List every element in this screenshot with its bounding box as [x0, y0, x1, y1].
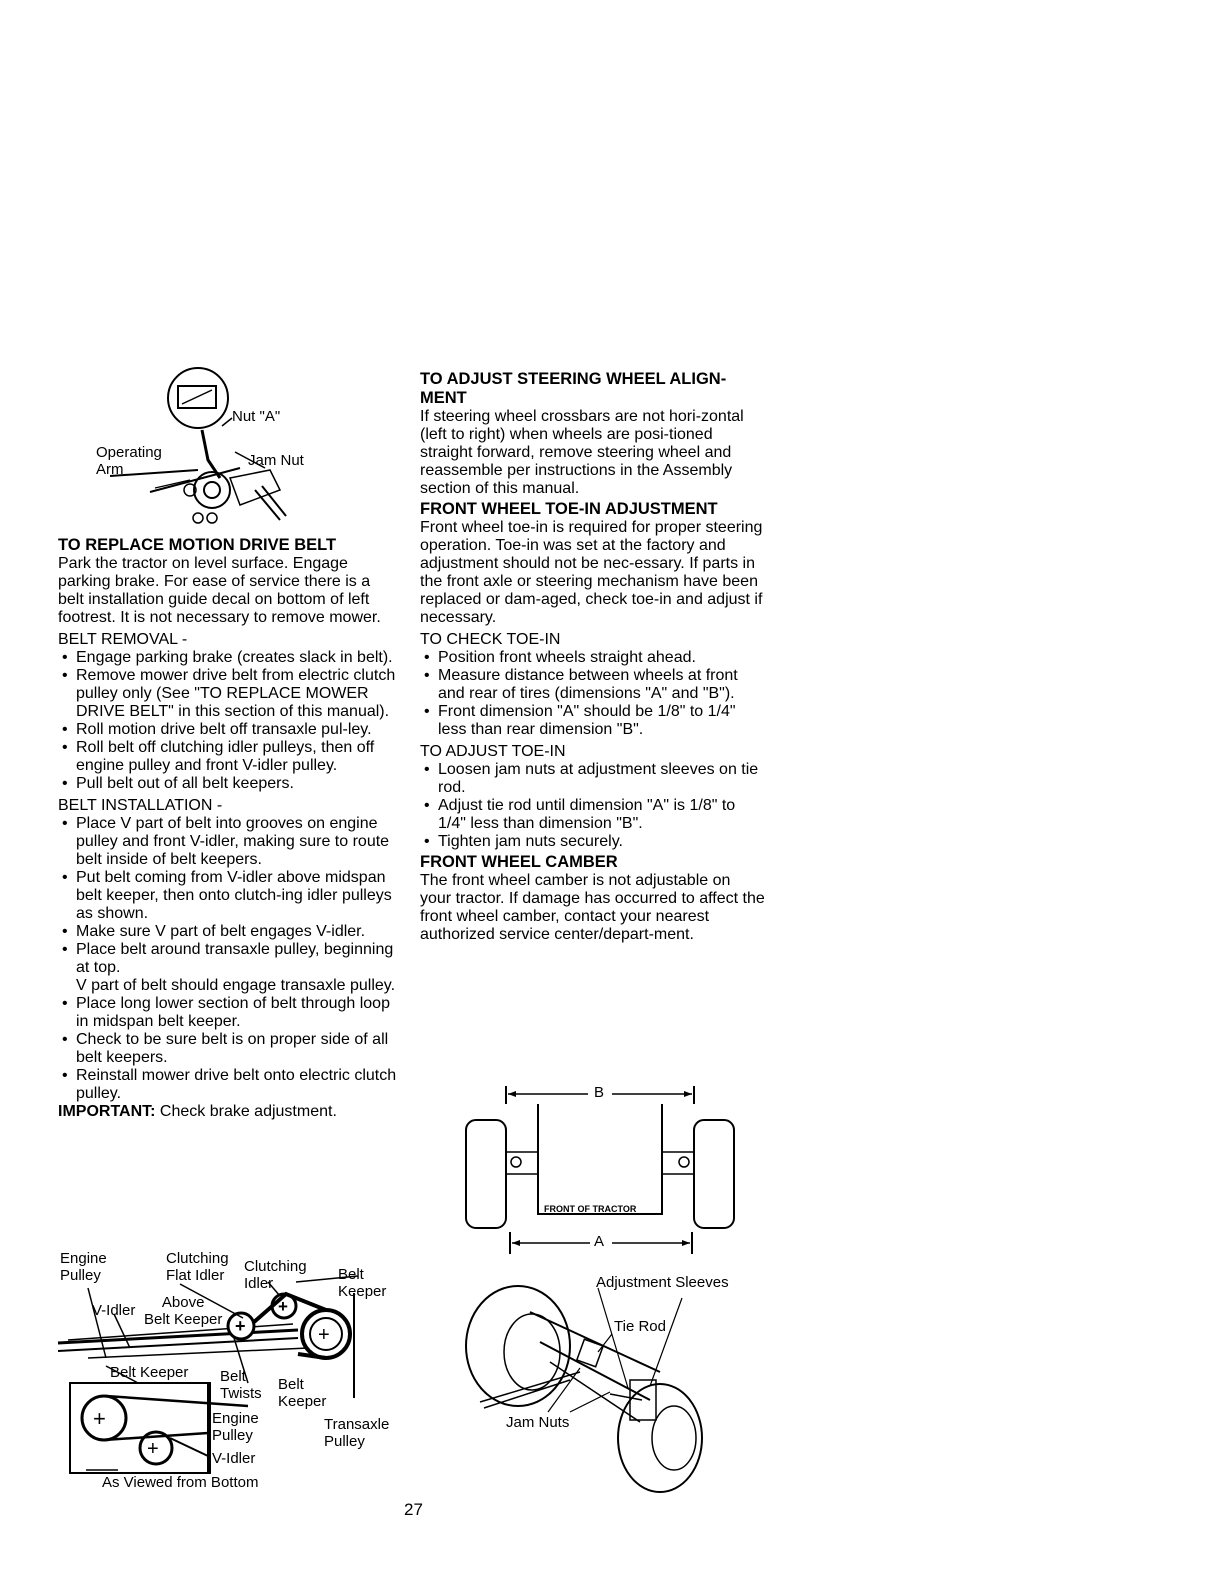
- label-dimension-b: B: [594, 1084, 605, 1101]
- camber-text: The front wheel camber is not adjustable on your tractor. If damage has occurred to affect the front wheel camber, contact your nearest authorized service center/depart-ment.: [420, 872, 765, 943]
- label-clutching-idler: Clutching Idler: [244, 1258, 307, 1292]
- list-item: • Check to be sure belt is on proper side of all belt keepers.: [58, 1031, 398, 1067]
- section-title-toe-in: FRONT WHEEL TOE-IN ADJUSTMENT: [420, 500, 718, 518]
- list-item: • Make sure V part of belt engages V-idler.: [58, 923, 398, 941]
- section-title-steering: TO ADJUST STEERING WHEEL ALIGN- MENT: [420, 370, 727, 407]
- adjust-toe-in-title: TO ADJUST TOE-IN: [420, 743, 566, 760]
- label-above-belt-keeper: Above Belt Keeper: [144, 1294, 223, 1328]
- section-title-motion-belt: TO REPLACE MOTION DRIVE BELT: [58, 536, 337, 554]
- adjust-toe-in-list: [420, 761, 765, 851]
- label-jam-nuts: Jam Nuts: [506, 1414, 570, 1431]
- label-transaxle-pulley: Transaxle Pulley: [324, 1416, 390, 1450]
- label-adjustment-sleeves: Adjustment Sleeves: [596, 1274, 729, 1291]
- svg-text:+: +: [235, 1316, 246, 1336]
- left-column-text: [58, 536, 398, 1121]
- label-tie-rod: Tie Rod: [614, 1318, 666, 1335]
- section-title-camber: FRONT WHEEL CAMBER: [420, 853, 618, 871]
- svg-text:+: +: [147, 1438, 159, 1460]
- label-belt-keeper-low: Belt Keeper: [278, 1376, 327, 1410]
- svg-text:+: +: [93, 1406, 106, 1431]
- important-note: [58, 1103, 398, 1121]
- label-clutching-flat-idler: Clutching Flat Idler: [166, 1250, 229, 1284]
- list-item: • Place V part of belt into grooves on engine pulley and front V-idler, making sure to route belt inside of belt keepers.: [58, 815, 398, 869]
- label-nut-a: Nut "A": [232, 408, 281, 425]
- svg-text:+: +: [318, 1324, 330, 1346]
- list-item: • Engage parking brake (creates slack in belt).: [58, 649, 398, 667]
- list-item: • Roll motion drive belt off transaxle pul-ley.: [58, 721, 398, 739]
- label-operating-arm: Operating Arm: [96, 444, 162, 478]
- list-item: • Tighten jam nuts securely.: [420, 833, 765, 851]
- list-item: • Position front wheels straight ahead.: [420, 649, 765, 667]
- figure-caption: As Viewed from Bottom: [102, 1474, 259, 1491]
- motion-belt-intro: Park the tractor on level surface. Engage parking brake. For ease of service there is a belt installation guide decal on bottom of left footrest. It is not necessary to remove mower.: [58, 555, 381, 626]
- label-belt-keeper-top: Belt Keeper: [338, 1266, 387, 1300]
- page-number: 27: [404, 1500, 423, 1519]
- label-engine-pulley-low: Engine Pulley: [212, 1410, 259, 1444]
- list-item: • Remove mower drive belt from electric clutch pulley only (See "TO REPLACE MOWER DRIVE BELT" in this section of this manual).: [58, 667, 398, 721]
- steering-text: If steering wheel crossbars are not hori-zontal (left to right) when wheels are posi-tioned straight forward, remove steering wheel and reassemble per instructions in the Assembly section of this manual.: [420, 408, 744, 497]
- figure-tie-rod: [460, 1272, 760, 1507]
- toe-in-text: Front wheel toe-in is required for proper steering operation. Toe-in was set at the factory and adjustment should not be nec-essary. If parts in the front axle or steering mechanism have been replaced or dam-aged, check toe-in and adjust if necessary.: [420, 519, 763, 626]
- list-item: • Place belt around transaxle pulley, beginning at top. V part of belt should engage transaxle pulley.: [58, 941, 398, 995]
- list-item: • Front dimension "A" should be 1/8" to 1/4" less than rear dimension "B".: [420, 703, 765, 739]
- label-v-idler-low: V-Idler: [212, 1450, 256, 1467]
- belt-removal-list: [58, 649, 398, 793]
- figure-belt-routing: [58, 1248, 408, 1496]
- toe-in-drawing: [460, 1082, 750, 1257]
- important-label: IMPORTANT:: [58, 1103, 156, 1120]
- list-item: • Place long lower section of belt through loop in midspan belt keeper.: [58, 995, 398, 1031]
- label-jam-nut: Jam Nut: [248, 452, 304, 469]
- label-front-of-tractor: FRONT OF TRACTOR: [544, 1204, 637, 1214]
- important-text: Check brake adjustment.: [155, 1103, 337, 1120]
- svg-text:+: +: [278, 1297, 288, 1316]
- check-toe-in-list: [420, 649, 765, 739]
- belt-installation-list: [58, 815, 398, 1103]
- list-item: • Measure distance between wheels at front and rear of tires (dimensions "A" and "B").: [420, 667, 765, 703]
- list-item: • Roll belt off clutching idler pulleys, then off engine pulley and front V-idler pulley.: [58, 739, 398, 775]
- belt-removal-title: BELT REMOVAL -: [58, 631, 188, 648]
- list-item: • Adjust tie rod until dimension "A" is 1/8" to 1/4" less than dimension "B".: [420, 797, 765, 833]
- list-item: • Put belt coming from V-idler above midspan belt keeper, then onto clutch-ing idler pulleys as shown.: [58, 869, 398, 923]
- tie-rod-drawing: [460, 1272, 760, 1507]
- label-v-idler-top: V-Idler: [92, 1302, 136, 1319]
- belt-installation-title: BELT INSTALLATION -: [58, 797, 223, 814]
- list-item: • Pull belt out of all belt keepers.: [58, 775, 398, 793]
- right-column-text: [420, 370, 765, 944]
- label-belt-twists: Belt Twists: [220, 1368, 262, 1402]
- figure-toe-in: [460, 1082, 750, 1257]
- label-dimension-a: A: [594, 1233, 605, 1250]
- figure-operating-arm: [90, 360, 350, 530]
- label-engine-pulley-top: Engine Pulley: [60, 1250, 107, 1284]
- label-belt-keeper-mid: Belt Keeper: [110, 1364, 189, 1381]
- list-item: • Loosen jam nuts at adjustment sleeves on tie rod.: [420, 761, 765, 797]
- check-toe-in-title: TO CHECK TOE-IN: [420, 631, 561, 648]
- list-item: • Reinstall mower drive belt onto electric clutch pulley.: [58, 1067, 398, 1103]
